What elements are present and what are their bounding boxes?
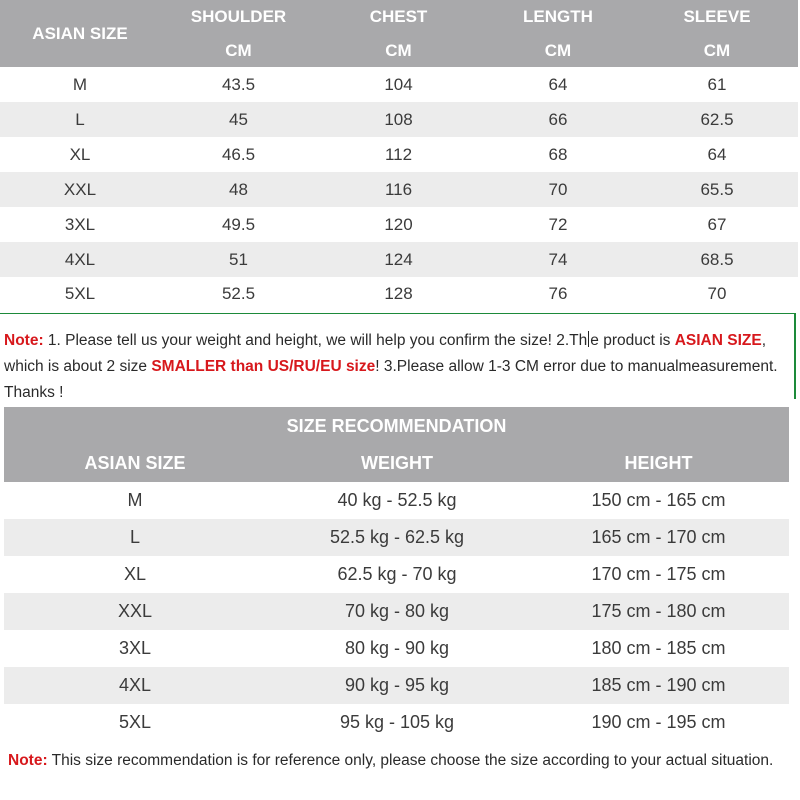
table-row: [4, 556, 789, 593]
note2-label: Note:: [8, 752, 48, 769]
table-row: [4, 593, 789, 630]
cell-weight: 95 kg - 105 kg: [339, 712, 455, 732]
cell-shoulder: 43.5: [221, 74, 256, 94]
cell-height: 165 cm - 170 cm: [528, 519, 789, 556]
cell-shoulder: 49.5: [221, 214, 256, 234]
table-row: [0, 242, 798, 277]
cell-chest: 120: [384, 214, 413, 234]
recommendation-note: [0, 748, 796, 774]
header-chest: CHEST: [317, 0, 480, 34]
table-row: [0, 277, 798, 311]
cell-length: 76: [548, 284, 568, 303]
cell-height: 190 cm - 195 cm: [591, 712, 726, 732]
cell-size: XXL: [4, 593, 266, 630]
cell-weight: 80 kg - 90 kg: [344, 638, 450, 658]
cell-height: 175 cm - 180 cm: [528, 593, 789, 630]
note-smaller-warning: SMALLER than US/RU/EU size: [151, 358, 376, 375]
size-measurement-table: [0, 0, 798, 311]
size-note: [0, 313, 796, 399]
cell-weight: 90 kg - 95 kg: [266, 667, 528, 704]
cell-size: L: [0, 102, 160, 137]
unit-length: CM: [480, 34, 636, 67]
cell-shoulder: 45: [160, 102, 317, 137]
cell-height: 170 cm - 175 cm: [591, 564, 726, 584]
cell-weight: 70 kg - 80 kg: [266, 593, 528, 630]
unit-shoulder: CM: [160, 34, 317, 67]
rec-header-size: ASIAN SIZE: [4, 445, 266, 482]
cell-size: 5XL: [118, 712, 152, 732]
cell-height: 180 cm - 185 cm: [591, 638, 726, 658]
cell-shoulder: 48: [160, 172, 317, 207]
cell-shoulder: 52.5: [221, 284, 256, 303]
cell-length: 74: [480, 242, 636, 277]
cell-weight: 40 kg - 52.5 kg: [337, 490, 457, 510]
rec-header-weight: WEIGHT: [266, 445, 528, 482]
note-text-1: 1. Please tell us your weight and height, we will help you confirm the size! 2.Th: [43, 332, 588, 349]
table-row: [0, 172, 798, 207]
cell-sleeve: 65.5: [636, 172, 798, 207]
cell-height: 150 cm - 165 cm: [591, 490, 726, 510]
cell-shoulder: 46.5: [221, 144, 256, 164]
cell-size: XL: [69, 144, 91, 164]
note-text-2: e product is: [590, 332, 675, 349]
cell-size: 3XL: [118, 638, 152, 658]
cell-size: 3XL: [64, 214, 96, 234]
cell-length: 66: [480, 102, 636, 137]
table-row: [0, 207, 798, 242]
cell-chest: 108: [317, 102, 480, 137]
header-asian-size: ASIAN SIZE: [0, 0, 160, 67]
recommendation-title: SIZE RECOMMENDATION: [4, 407, 789, 445]
table-row: [4, 667, 789, 704]
cell-sleeve: 70: [707, 284, 727, 303]
cell-height: 185 cm - 190 cm: [528, 667, 789, 704]
cell-length: 68: [548, 144, 568, 164]
note-label: Note:: [4, 332, 44, 349]
cell-chest: 128: [384, 284, 413, 303]
cell-size: L: [4, 519, 266, 556]
table-row: [4, 630, 789, 667]
header-length: LENGTH: [480, 0, 636, 34]
cell-length: 70: [480, 172, 636, 207]
cell-length: 72: [548, 214, 568, 234]
header-shoulder: SHOULDER: [160, 0, 317, 34]
size-recommendation-table: [4, 407, 789, 741]
cell-size: 5XL: [64, 284, 96, 303]
table-row: [4, 482, 789, 519]
cell-sleeve: 62.5: [636, 102, 798, 137]
cell-sleeve: 64: [707, 144, 727, 164]
cell-size: M: [127, 490, 143, 510]
note-text-3: , which is about 2 size: [4, 332, 766, 375]
table-row: [4, 519, 789, 556]
table-row: [0, 67, 798, 102]
cell-size: M: [72, 74, 88, 94]
cell-sleeve: 61: [707, 74, 727, 94]
note-asian-size: ASIAN SIZE: [674, 332, 762, 349]
unit-sleeve: CM: [636, 34, 798, 67]
cell-chest: 124: [317, 242, 480, 277]
header-sleeve: SLEEVE: [636, 0, 798, 34]
cell-size: XL: [123, 564, 147, 584]
note-text-4: ! 3.Please allow 1-3 CM error due to manualmeasurement. Thanks !: [4, 358, 778, 401]
cell-weight: 62.5 kg - 70 kg: [337, 564, 457, 584]
table-row: [4, 704, 789, 741]
table-row: [0, 137, 798, 172]
cell-shoulder: 51: [160, 242, 317, 277]
cell-chest: 116: [317, 172, 480, 207]
cell-weight: 52.5 kg - 62.5 kg: [266, 519, 528, 556]
cell-chest: 112: [384, 144, 413, 164]
table-row: [0, 102, 798, 137]
rec-header-height: HEIGHT: [528, 445, 789, 482]
cell-size: 4XL: [4, 667, 266, 704]
cell-chest: 104: [384, 74, 413, 94]
cell-sleeve: 67: [707, 214, 727, 234]
cell-sleeve: 68.5: [636, 242, 798, 277]
note2-text: This size recommendation is for reference only, please choose the size according to your actual situation.: [47, 752, 774, 769]
unit-chest: CM: [317, 34, 480, 67]
cell-size: 4XL: [0, 242, 160, 277]
cell-length: 64: [548, 74, 568, 94]
cell-size: XXL: [0, 172, 160, 207]
